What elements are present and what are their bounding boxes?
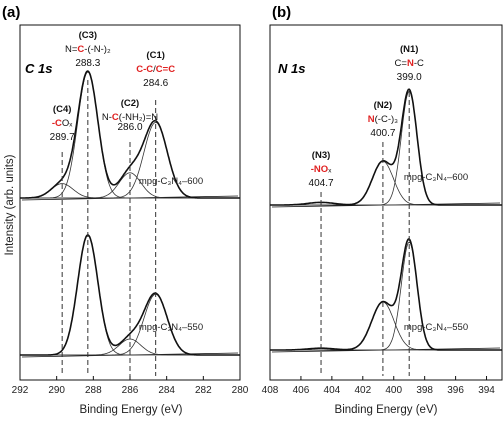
- tick-label-0-4: 284: [158, 385, 176, 396]
- peak-id-(C1): (C1): [146, 50, 165, 61]
- peak-id-(C4): (C4): [52, 104, 72, 115]
- panel-b-letter: (b): [272, 4, 292, 21]
- panel-b-core-level: N 1s: [278, 61, 306, 76]
- tick-label-1-5: 398: [416, 385, 434, 396]
- sample-label-0-0: mpg-C₃N₄–600: [138, 176, 204, 187]
- panel-a-plot: [12, 30, 249, 396]
- peak-chem-(C1): C-C/C=C: [136, 64, 176, 75]
- tick-label-1-6: 396: [447, 385, 464, 396]
- component-1-1-0: [270, 242, 502, 350]
- peak-value-(N3): 404.7: [308, 178, 334, 189]
- panel-b-plot: [262, 44, 502, 396]
- peak-value-(C3): 288.3: [75, 58, 101, 69]
- tick-label-0-3: 286: [121, 385, 139, 396]
- peak-value-(N2): 400.7: [370, 128, 396, 139]
- tick-label-0-0: 292: [11, 385, 29, 396]
- tick-label-0-5: 282: [194, 385, 212, 396]
- panel-a-core-level: C 1s: [25, 61, 53, 76]
- peak-value-(C2): 286.0: [117, 122, 143, 133]
- tick-label-1-2: 404: [323, 385, 341, 396]
- panel-a-letter: (a): [2, 4, 21, 21]
- tick-label-1-0: 408: [261, 385, 279, 396]
- peak-id-(N3): (N3): [311, 150, 331, 161]
- peak-value-(N1): 399.0: [396, 72, 422, 83]
- tick-label-0-1: 290: [48, 385, 66, 396]
- peak-chem-(N2): N(-C-)₃: [367, 114, 399, 125]
- peak-chem-(N1): C=N-C: [394, 58, 424, 69]
- y-axis-title: Intensity (arb. units): [4, 154, 16, 256]
- peak-chem-(C2): N-C(-NH₂)=N: [101, 112, 159, 123]
- tick-label-1-3: 402: [354, 385, 372, 396]
- peak-id-(N2): (N2): [373, 100, 393, 111]
- sample-label-1-1: mpg-C₃N₄–550: [403, 322, 469, 333]
- tick-label-0-2: 288: [84, 385, 102, 396]
- peak-value-(C1): 284.6: [143, 78, 169, 89]
- tick-label-1-1: 406: [292, 385, 310, 396]
- component-1-0-1: [270, 161, 502, 205]
- tick-label-1-7: 394: [478, 385, 495, 396]
- x-axis-title-a: Binding Energy (eV): [79, 404, 183, 416]
- tick-label-1-4: 400: [385, 385, 403, 396]
- peak-chem-(C4): -COₓ: [51, 118, 73, 129]
- peak-chem-(N3): -NOₓ: [310, 164, 332, 175]
- peak-value-(C4): 289.7: [49, 132, 75, 143]
- sample-label-1-0: mpg-C₃N₄–600: [403, 172, 469, 183]
- sample-label-0-1: mpg-C₃N₄–550: [138, 322, 204, 333]
- peak-chem-(C3): N=C-(-N-)₂: [64, 44, 111, 55]
- x-axis-title-b: Binding Energy (eV): [334, 404, 438, 416]
- peak-id-(N1): (N1): [399, 44, 419, 55]
- peak-id-(C2): (C2): [120, 98, 140, 109]
- tick-label-0-6: 280: [231, 385, 249, 396]
- envelope-1-1: [270, 239, 502, 350]
- peak-id-(C3): (C3): [78, 30, 98, 41]
